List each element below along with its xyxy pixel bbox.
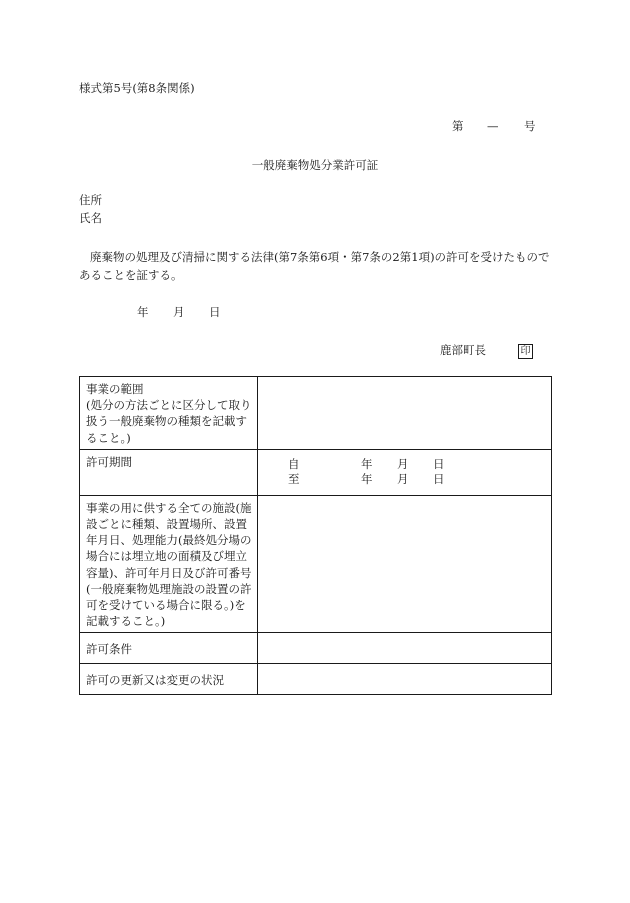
permit-period-value: [258, 449, 552, 495]
number-dash: —: [487, 119, 499, 133]
table-row: [80, 633, 552, 664]
permit-period-label: 許可期間: [80, 449, 258, 495]
permit-details-table: [79, 376, 552, 695]
table-row: [80, 449, 552, 495]
number-prefix: 第: [452, 119, 464, 133]
permit-conditions-value: [258, 633, 552, 664]
period-to-year: 年: [361, 471, 373, 486]
table-row: [80, 495, 552, 633]
period-to: [264, 472, 546, 487]
certification-sentence: 廃棄物の処理及び清掃に関する法律(第7条第6項・第7条の2第1項)の許可を受けたものであることを証する。: [79, 250, 550, 282]
table-row: [80, 377, 552, 450]
period-from-label: 自: [288, 456, 300, 471]
period-to-label: 至: [288, 471, 300, 486]
facilities-value: [258, 495, 552, 633]
certification-text: [79, 248, 554, 284]
issuer-name: 鹿部町長: [440, 343, 486, 357]
document-title: 一般廃棄物処分業許可証: [251, 158, 379, 172]
issue-month: 月: [173, 305, 185, 319]
period-from-year: 年: [361, 456, 373, 471]
issue-day: 日: [209, 305, 221, 319]
business-scope-label: [80, 377, 258, 450]
period-from: [264, 457, 546, 472]
renewal-status-value: [258, 664, 552, 695]
number-suffix: 号: [524, 119, 536, 133]
permit-number-line: [452, 118, 536, 134]
name-label: 氏名: [79, 211, 102, 225]
issuer-block: [440, 342, 533, 359]
permit-conditions-label: 許可条件: [80, 633, 258, 664]
form-number: 様式第5号(第8条関係): [79, 81, 195, 95]
period-to-day: 日: [433, 471, 445, 486]
facilities-label: 事業の用に供する全ての施設(施設ごとに種類、設置場所、設置年月日、処理能力(最終処分場の場合には埋立地の面積及び埋立容量)、許可年月日及び許可番号(一般廃棄物処理施設の設置の許可を受けている場合に限る。)を記載すること。): [80, 495, 258, 633]
business-scope-text: 事業の範囲 (処分の方法ごとに区分して取り扱う一般廃棄物の種類を記載すること。): [86, 382, 252, 445]
table-row: [80, 664, 552, 695]
seal-stamp: 印: [518, 344, 533, 359]
period-to-month: 月: [397, 471, 409, 486]
issue-date: [137, 304, 221, 320]
renewal-status-label: 許可の更新又は変更の状況: [80, 664, 258, 695]
issue-year: 年: [137, 305, 149, 319]
business-scope-value: [258, 377, 552, 450]
period-from-month: 月: [397, 456, 409, 471]
address-label: 住所: [79, 193, 102, 207]
period-from-day: 日: [433, 456, 445, 471]
